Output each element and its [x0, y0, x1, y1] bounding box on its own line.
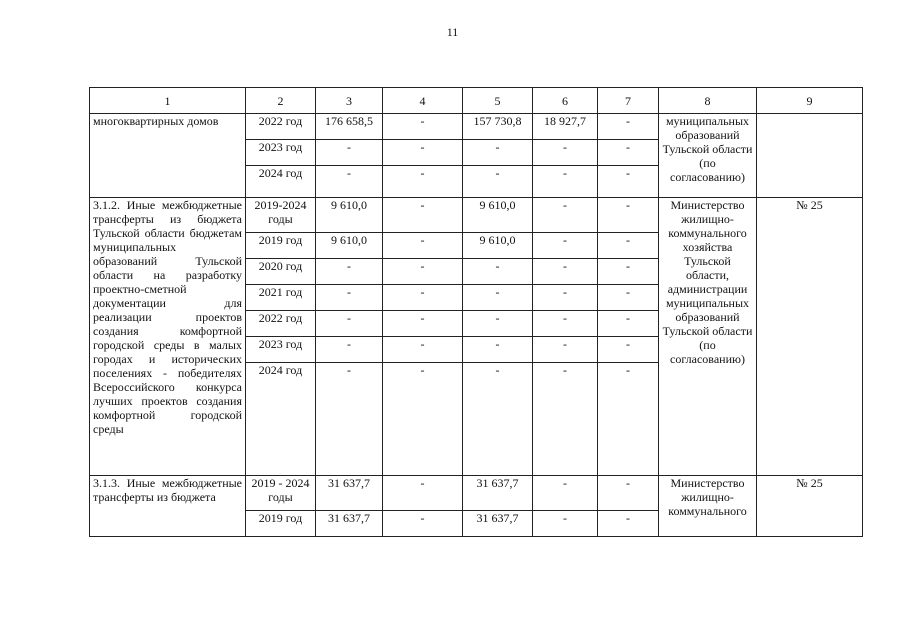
value-col-3: - [316, 285, 383, 311]
year-cell: 2019-2024 годы [246, 198, 316, 233]
value-col-7: - [598, 476, 659, 511]
year-cell: 2023 год [246, 337, 316, 363]
executor-cell: муниципальных образований Тульской области (по согласованию) [659, 114, 757, 198]
value-col-6: - [533, 259, 598, 285]
value-col-7: - [598, 511, 659, 537]
table-row [90, 114, 863, 140]
value-col-5: - [463, 311, 533, 337]
year-cell: 2019 - 2024 годы [246, 476, 316, 511]
value-col-5: 9 610,0 [463, 198, 533, 233]
value-col-7: - [598, 337, 659, 363]
value-col-4: - [383, 233, 463, 259]
value-col-5: 31 637,7 [463, 511, 533, 537]
measure-description: многоквартирных домов [90, 114, 246, 198]
table-row [90, 198, 863, 233]
value-col-3: - [316, 363, 383, 476]
header-col-8: 8 [659, 88, 757, 114]
value-col-5: - [463, 140, 533, 166]
value-col-3: - [316, 259, 383, 285]
value-col-3: 9 610,0 [316, 233, 383, 259]
value-col-4: - [383, 166, 463, 198]
note-cell [757, 114, 863, 198]
value-col-7: - [598, 259, 659, 285]
table-row [90, 476, 863, 511]
year-cell: 2022 год [246, 311, 316, 337]
value-col-3: 31 637,7 [316, 476, 383, 511]
value-col-4: - [383, 140, 463, 166]
value-col-6: - [533, 285, 598, 311]
value-col-4: - [383, 311, 463, 337]
note-cell: № 25 [757, 476, 863, 537]
value-col-5: 31 637,7 [463, 476, 533, 511]
value-col-4: - [383, 259, 463, 285]
value-col-4: - [383, 363, 463, 476]
executor-cell: Министерство жилищно-коммунального хозяйства Тульской области, администрации муниципальных образований Тульской области (по согласованию) [659, 198, 757, 476]
header-col-1: 1 [90, 88, 246, 114]
value-col-7: - [598, 285, 659, 311]
value-col-5: 9 610,0 [463, 233, 533, 259]
value-col-6: 18 927,7 [533, 114, 598, 140]
measure-description: 3.1.2. Иные межбюджетные трансферты из бюджета Тульской области бюджетам муниципальных образований Тульской области на разработку проектно-сметной документации для реализации проектов создания комфортной городской среды в малых городах и исторических поселениях - победителях Всероссийского конкурса лучших проектов создания комфортной городской среды [90, 198, 246, 476]
header-col-6: 6 [533, 88, 598, 114]
header-row [90, 88, 863, 114]
year-cell: 2019 год [246, 233, 316, 259]
value-col-5: - [463, 363, 533, 476]
header-col-9: 9 [757, 88, 863, 114]
value-col-5: - [463, 259, 533, 285]
year-cell: 2019 год [246, 511, 316, 537]
value-col-4: - [383, 285, 463, 311]
value-col-3: - [316, 166, 383, 198]
value-col-3: - [316, 337, 383, 363]
year-cell: 2023 год [246, 140, 316, 166]
value-col-4: - [383, 198, 463, 233]
value-col-5: - [463, 166, 533, 198]
header-col-7: 7 [598, 88, 659, 114]
value-col-5: 157 730,8 [463, 114, 533, 140]
value-col-7: - [598, 311, 659, 337]
executor-cell: Министерство жилищно-коммунального [659, 476, 757, 537]
year-cell: 2024 год [246, 363, 316, 476]
value-col-6: - [533, 233, 598, 259]
header-col-3: 3 [316, 88, 383, 114]
program-table [89, 87, 863, 537]
value-col-3: 9 610,0 [316, 198, 383, 233]
year-cell: 2024 год [246, 166, 316, 198]
header-col-4: 4 [383, 88, 463, 114]
value-col-3: - [316, 311, 383, 337]
value-col-7: - [598, 233, 659, 259]
value-col-6: - [533, 166, 598, 198]
value-col-6: - [533, 198, 598, 233]
value-col-7: - [598, 114, 659, 140]
value-col-3: - [316, 140, 383, 166]
value-col-6: - [533, 140, 598, 166]
page-number: 11 [446, 25, 459, 39]
header-col-2: 2 [246, 88, 316, 114]
value-col-4: - [383, 511, 463, 537]
value-col-6: - [533, 476, 598, 511]
year-cell: 2022 год [246, 114, 316, 140]
value-col-5: - [463, 285, 533, 311]
value-col-4: - [383, 476, 463, 511]
value-col-3: 31 637,7 [316, 511, 383, 537]
year-cell: 2021 год [246, 285, 316, 311]
value-col-6: - [533, 337, 598, 363]
value-col-4: - [383, 337, 463, 363]
value-col-6: - [533, 363, 598, 476]
value-col-6: - [533, 311, 598, 337]
value-col-6: - [533, 511, 598, 537]
header-col-5: 5 [463, 88, 533, 114]
measure-description: 3.1.3. Иные межбюджетные трансферты из бюджета [90, 476, 246, 537]
value-col-7: - [598, 140, 659, 166]
value-col-7: - [598, 166, 659, 198]
value-col-4: - [383, 114, 463, 140]
value-col-3: 176 658,5 [316, 114, 383, 140]
value-col-7: - [598, 198, 659, 233]
note-cell: № 25 [757, 198, 863, 476]
value-col-5: - [463, 337, 533, 363]
year-cell: 2020 год [246, 259, 316, 285]
value-col-7: - [598, 363, 659, 476]
